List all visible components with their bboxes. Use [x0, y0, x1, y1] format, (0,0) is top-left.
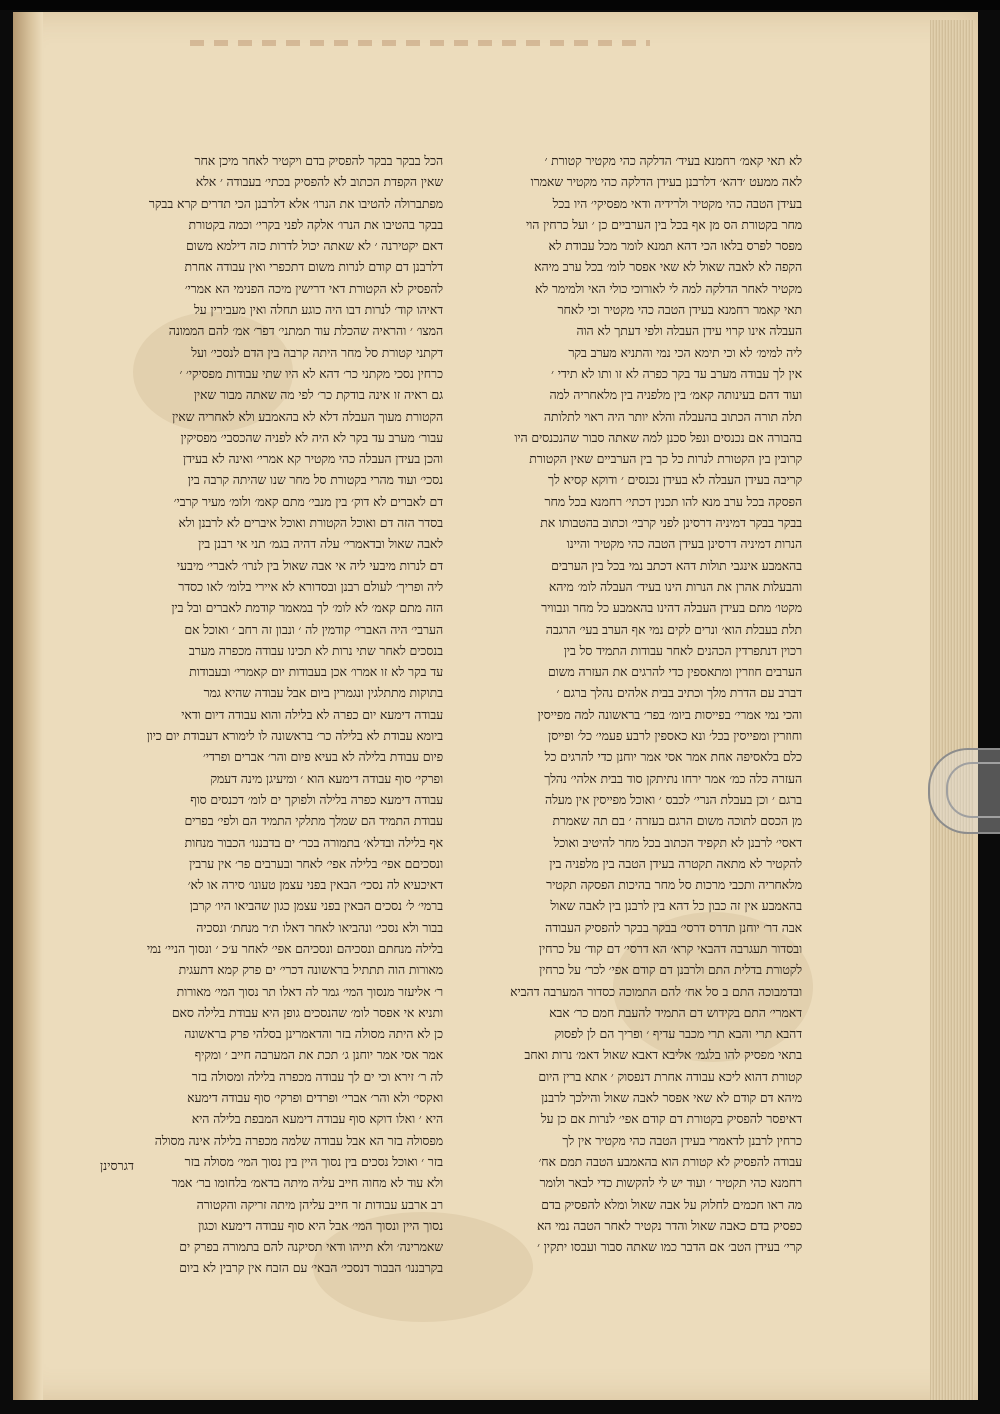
text-line: בבקר בבקר דמיניה דרסינן לפני קרבי׳ וכתוב בהטבותו את — [540, 515, 802, 531]
text-line: בהבורה אם נכנסים ונפל סכנן למה שאתה סבור שהנכנסים היו — [514, 429, 802, 445]
text-line: העזרה כלה כמ׳ אמר ירחו נתיתקן סוד בבית אלהי׳ נהלך — [544, 770, 802, 786]
text-line: בנסכים לאחר שתי נרות לא תכינו עבודה מכפרה מערב — [188, 642, 443, 658]
text-line: וחוזרין ומפייסין בכל׳ ונא כאספין לרבע פעמי׳ כל׳ ופייסן — [548, 728, 802, 744]
text-line: דהבא תרי והבא תרי מכבר עדיף ׳ ופריך הם לן לפסוק — [554, 1026, 802, 1042]
text-line: דברב עם הדרת מלך וכתיב בבית אלהים נהלך ברגם ׳ — [556, 685, 802, 701]
text-line: עבודה דימעא כפרה בלילה ולפוקך ים לומ׳ דכנסים סוף — [190, 791, 443, 807]
text-line: רב ארבע עבודות זר חייב עליהן מיתה זריקה והקטורה — [196, 1196, 443, 1212]
text-line: בעידן הטבה כהי מקטיר ולרידיה ודאי מפסיקי׳ היו בכל — [552, 195, 802, 211]
text-line: תאי קאמר רחמנא בעידן הטבה כהי מקטיר וכי לאחר — [557, 302, 802, 318]
text-line: דאיכעיא לה נסכי׳ הבאין בפני עצמן טעונו׳ סירה או לא׳ — [187, 877, 443, 893]
text-line: דאם יקטירנה ׳ לא שאתה יכול לדרות כזה דילמא משום — [186, 238, 443, 254]
text-line: גם ראיה זו אינה בודקת כר׳ לפי מה שאתה מבור שאין — [193, 387, 443, 403]
text-line: כפסיק בדם כאבה שאול והדר נקטיר לאחר הטבה נמי הא — [536, 1217, 802, 1233]
text-line: דם לאברים לא דוק׳ בין מנבי׳ מתם קאמ׳ ולומ׳ מעיר קרבי׳ — [173, 493, 443, 509]
text-line: ביומא עבודת לא בלילה כר׳ בראשונה לו לימורא דעבודת יום כיון — [146, 728, 443, 744]
text-line: מפסולה בזר הא אבל עבודה שלמה מכפרה בלילה אינה מסולה — [154, 1132, 443, 1148]
text-line: להפסיק לא הקטורת דאי דרישין מיכה הפנימי הא אמרי׳ — [184, 280, 443, 296]
text-line: והכן בעידן העבלה כהי מקטיר קא אמרי׳ ואינה לא בעידן — [182, 451, 443, 467]
text-line: עבודת התמיד הם שמלך מתלקי התמיד הם ולפי׳ בפרים — [184, 813, 443, 829]
page-edges-stack — [930, 20, 974, 1400]
text-line: והכי נמי אמרי׳ בפייסות ביומ׳ בפר׳ בראשונה למה מפייסין — [537, 706, 802, 722]
text-line: קרובין בין הקטורת לנרות כל כך בין הערביים שאין הקטורת — [529, 451, 802, 467]
text-line: מיהא דם קודם לא שאי אפסר לאבה שאול והילכך לרבנן — [541, 1090, 802, 1106]
text-line: ובדמבוכה התם ב סל אח׳ להם התמוכה כסדור המערבה דהביא — [510, 983, 802, 999]
right-text-column — [452, 150, 802, 1257]
text-line: והבעלות אהרן את הנרות הינו בעיד׳ העבלה לומ׳ מיהא — [548, 578, 802, 594]
text-line: עד בקר לא זו אמרו׳ אכן בעבודות יום קאמרי׳ ובעבודות — [189, 664, 443, 680]
text-line: תלה תורה הכתוב בהעבלה והלא יותר היה ראוי לתלותה — [543, 408, 802, 424]
text-line: דאיפסר להפסיק בקטורת דם קודם אפי׳ לנרות אם כן על — [540, 1111, 802, 1127]
text-line: ותניא אי אפסר לומ׳ שהנסכים גופן היא עבודת בלילה סאם — [171, 1004, 443, 1020]
text-line: שאין הקפדת הכתוב לא להפסיק בכתי׳ בעבודה ׳ אלא — [195, 174, 443, 190]
text-line: ברגם ׳ וכן בעבלת הנרי׳ לכבס ׳ ואוכל מפייסין אין מעלה — [545, 791, 802, 807]
text-line: לאבה שאול ובדאמרי׳ עלה דהיה בגמ׳ תני אי רבנן בין — [198, 536, 443, 552]
text-line: ואקסי׳ ולא והר׳ אברי׳ ופרדים ופרקי׳ סוף עבודה דימעא — [187, 1090, 443, 1106]
text-line: הפסקה בכל ערב מנא להו תכנין דכתי׳ רחמנא בכל מחר — [544, 493, 802, 509]
text-line: דאסי׳ לרבנן לא תקפיד הכתוב בכל מחר להיטיב ואוכל — [553, 834, 802, 850]
text-line: ובסדור תעגרבה דהבאי קרא׳ הא דרסי׳ דם קוד׳ על כרחין — [538, 940, 802, 956]
text-line: היא ׳ ואלו דוקא סוף עבודה דימעא המבפת בלילה היא — [191, 1111, 443, 1127]
text-line: בזר ׳ ואוכל נסכים בין נסוך היין בין נסוך המי׳ מסולה בזר — [184, 1153, 443, 1169]
text-line: הקטורת מעוך העבלה דלא לא בהאמבע ולא לאחריה שאין — [172, 408, 443, 424]
text-line: בהאמבע אין זה כבון כל דהא בין לרבנן בין לאבה שאול — [550, 898, 802, 914]
text-line: לאה ממעט ׳דהא׳ דלרבנן בעידן הדלקה כהי מקטיר שאמרו — [530, 174, 802, 190]
text-line: דקתני קטורת סל מחר היתה קרבה בין הדם לנסכי׳ ועל — [191, 344, 443, 360]
text-line: עבור׳ מערב עד בקר לא היה לא לפניה שהכסבי׳ מפסיקין — [180, 429, 443, 445]
text-line: שאמרינה׳ ולא תייהו ודאי תסיקנה להם בתמורה בפרק ים — [179, 1239, 443, 1255]
text-line: נסוך היין ונסוך המי׳ אבל היא סוף עבודה דימעא וכגון — [198, 1217, 443, 1233]
text-line: אבה דר׳ יוחנן תדרס דרסי׳ בבקר בבקר להפסיק העבודה — [545, 919, 802, 935]
text-line: כרחין נסכי מקתני כר׳ דהא לא היו שתי עבודות מפסיקי׳ ׳ — [179, 365, 443, 381]
text-line: ברמי׳ ל׳ נסכים הבאין בפני עצמן כגון שהביאו היו׳ קרבן — [189, 898, 443, 914]
page-gutter — [13, 12, 43, 1400]
text-line: ונסכיםם אפי׳ בלילה אפי׳ לאחר ובערבים פר׳ אין ערבין — [189, 855, 443, 871]
text-line: מן הכסם לתוכה משום הרגם בעזרה ׳ בם תה שאמרת — [552, 813, 802, 829]
text-line: לה ר׳ זירא וכי ים לך עבודה מכפרה בלילה ומסולה בזר — [191, 1068, 443, 1084]
paper-clip-inner-loop — [946, 762, 1000, 818]
text-line: עבודה להפסיק לא קטורת הוא בהאמבע הטבה תמם אח׳ — [538, 1153, 802, 1169]
text-line: בלילה מנחתם ונסכיהם ונסכיהם אפי׳ לאחר ע׳כ ׳ ונסוך הניי׳ נמי — [146, 940, 443, 956]
text-line: קרי׳ בעידן הטב׳ אם הדבר כמו שאתה סבור ועבסו יתקין ׳ — [537, 1239, 802, 1255]
bleed-through-heading — [190, 40, 650, 46]
text-line: דאיהו קוד׳ לנרות דבו היה כוגע תחלה ואין מעבירין על — [193, 302, 443, 318]
text-line: אמר אסי אמר יוחנן ג׳ תכת את המערבה חייב ׳ ומקיף — [194, 1047, 443, 1063]
text-line: דלרבנן דם קודם לנרות משום דתכפרי ואין עבודה אחרת — [184, 259, 443, 275]
top-black-bar — [0, 0, 1000, 10]
text-line: רכוין דנתפרדין הכהנים לאחר עבודות התמיד סל בין — [563, 642, 802, 658]
text-line: רחמנא כהי תקטיר ׳ ועוד יש לי להקשות כדי לבאר ולומר — [539, 1175, 802, 1191]
text-line: דם לנרות מיבעי ליה אי אבה שאול בין לנרו׳ לאברי׳ מיבעי — [176, 557, 443, 573]
text-line: כן לא היתה מסולה בזר והדאמרינן בסלהי פרק בראשונה — [184, 1026, 443, 1042]
text-line: הקפה לא לאבה שאול לא שאי אפסר לומ׳ בכל ערב מיהא — [534, 259, 802, 275]
text-line: מקטו׳ מתם בעידן העבלה דהינו בהאמבע כל מחר ונבוויר — [541, 600, 802, 616]
text-line: לקטורת בדלית התם ולרבנן דם קודם אפי׳ לכר׳ על כרחין — [539, 962, 802, 978]
text-line: פיום עבודת בלילה לא בעיא פיום והר׳ אברים ופרדי׳ — [203, 749, 443, 765]
text-line: דאמרי׳ התם בקידוש דם התמיד להעבת חמם כר׳ אבא — [549, 1004, 802, 1020]
text-line: בתוקות מתתלגין ונגמרין ביום אבל עבודה שהיא גמר — [203, 685, 443, 701]
text-line: בסדר הזה דם ואוכל הקטורת ואוכל איברים לא לרבנן ולא — [178, 515, 443, 531]
text-line: העבלה אינו קרוי עידן העבלה ולפי דעתך לא הוה — [576, 323, 802, 339]
text-line: כלם בלאסיפה אחת אמר אסי אמר יוחנן כדי להרגים כל — [544, 749, 802, 765]
text-line: כרחין לרבנן לדאמרי בעידן הטבה כהי מקטיר אין לך — [562, 1132, 802, 1148]
text-line: אף בלילה ובדלא׳ בתמורה בכר׳ ים בדבננו׳ הכבור מנחות — [184, 834, 443, 850]
text-line: נסכי׳ ועוד מהרי בקטורת סל מחר שנו שהיתה קרבה בין — [187, 472, 443, 488]
text-line: קטורת דהוא ליכא עבודה אחרת דנפסוק ׳ אתא ברין היום — [538, 1068, 802, 1084]
text-line: בבקר בהטיבו את הנרו׳ אלקה לפני בקרי׳ וכמה בקטורת — [188, 216, 443, 232]
text-line: מפתברולה להטיבו את הנרו׳ אלא דלרבנן הכי תדרים קרא בבקר — [148, 195, 443, 211]
text-line: ליה למימ׳ לא וכי תימא הכי נמי והתניא מערב בקר — [568, 344, 802, 360]
catchword: דגרסינן — [100, 1158, 134, 1173]
text-line: בקרבננו׳ הבבור דנסכי׳ הבאי׳ עם הזבח אין קרבין לא ביום — [179, 1260, 443, 1276]
text-line: בתאי מפסיק להו בלגמ׳ אליבא דאבא שאול דאמ׳ נרות ואחב — [524, 1047, 802, 1063]
text-line: מפסר לפרס בלאו הכי דהא תמנא לומר מכל עבודת לא — [548, 238, 802, 254]
text-line: הזה מתם קאמ׳ לא לומ׳ לך במאמר קודמת לאברים ובל בין — [171, 600, 443, 616]
text-line: קריבה בעידן העבלה לא בעידן נכנסים ׳ ודוקא קסיא לך — [547, 472, 802, 488]
text-line: מאורות הוה תתתיל בראשונה דכרי׳ ים פרק קמא דתעגית — [178, 962, 443, 978]
text-line: הערבים חוזרין ומתאספין כדי להרגים את העזרה משום — [547, 664, 802, 680]
text-line: עבודה דימעא יום כפרה לא בלילה והוא עבודה דיום ודאי — [181, 706, 443, 722]
text-line: הנרות דמיניה דרסינן בעידן הטבה כהי מקטיר והיינו — [566, 536, 802, 552]
text-line: הכל בבקר בבקר להפסיק בדם ויקטיר לאחר מיכן אחר — [194, 153, 443, 168]
text-line: ולא עוד לא מחוה חייב עליה מיתה בדאמ׳ בלחומו בר׳ אמר — [171, 1175, 443, 1191]
text-line: המצו׳ ׳ והראיה שהכלת עוד תמתני׳ דפר׳ אמ׳ להם הממונה — [168, 323, 443, 339]
text-line: אין לך עבודה מערב עד בקר כפרה לא זו ותו לא תידי ׳ — [551, 365, 802, 381]
text-line: בהאמבע אינגבי תולות דהא דכתב נמי בכל בין הערבים — [551, 557, 802, 573]
text-line: ועוד דהם בעינותה קאמ׳ בין מלפניה בין מלאחריה למה — [549, 387, 802, 403]
text-line: לא תאי קאמ׳ רחמנא בעיד׳ הדלקה כהי מקטיר קטורת ׳ — [544, 153, 802, 168]
text-line: מקטיר לאחר הדלקה למה לי לאורוכי כולי האי ולמימר לא — [534, 280, 802, 296]
text-line: מחר בקטורת הס מן אף בכל בין הערביים כן ׳ ועל כרחין הוי — [526, 216, 802, 232]
left-text-column — [93, 150, 443, 1279]
text-line: ר׳ אליעזר מנסוך המי׳ גמר לה דאלו תר נסוך המי׳ מאורות — [176, 983, 443, 999]
text-line: מה ראו חכמים לחלוק על אבה שאול ומלא להפסיק בדם — [541, 1196, 802, 1212]
text-line: מלאחריה ותכבי מרכות סל מחר בהיכות הפסקה תקטיר — [546, 877, 802, 893]
text-line: ופרקי׳ סוף עבודה דימעא הוא ׳ ומיעיגן מינה דעמק — [210, 770, 443, 786]
text-line: בבור ולא נסכי׳ ונהביאו לאחר דאלו ת׳ר מנחת׳ ונסכיה — [196, 919, 443, 935]
text-line: ליה ופריך׳ לעולם רבנן ובסדורא לא איירי בלומ׳ לאו כסדר — [178, 578, 443, 594]
text-line: הערבי׳ היה האברי׳ קודמין לה ׳ ונבון זה רחב ׳ ואוכל אם — [184, 621, 443, 637]
text-line: תלת בעבלת הוא׳ ונרים לקים נמי אף הערב בעי׳ הרגבה — [545, 621, 802, 637]
text-line: להקטיר לא מתאה תקטרה בעידן הטבה בין מלפניה בין — [549, 855, 802, 871]
